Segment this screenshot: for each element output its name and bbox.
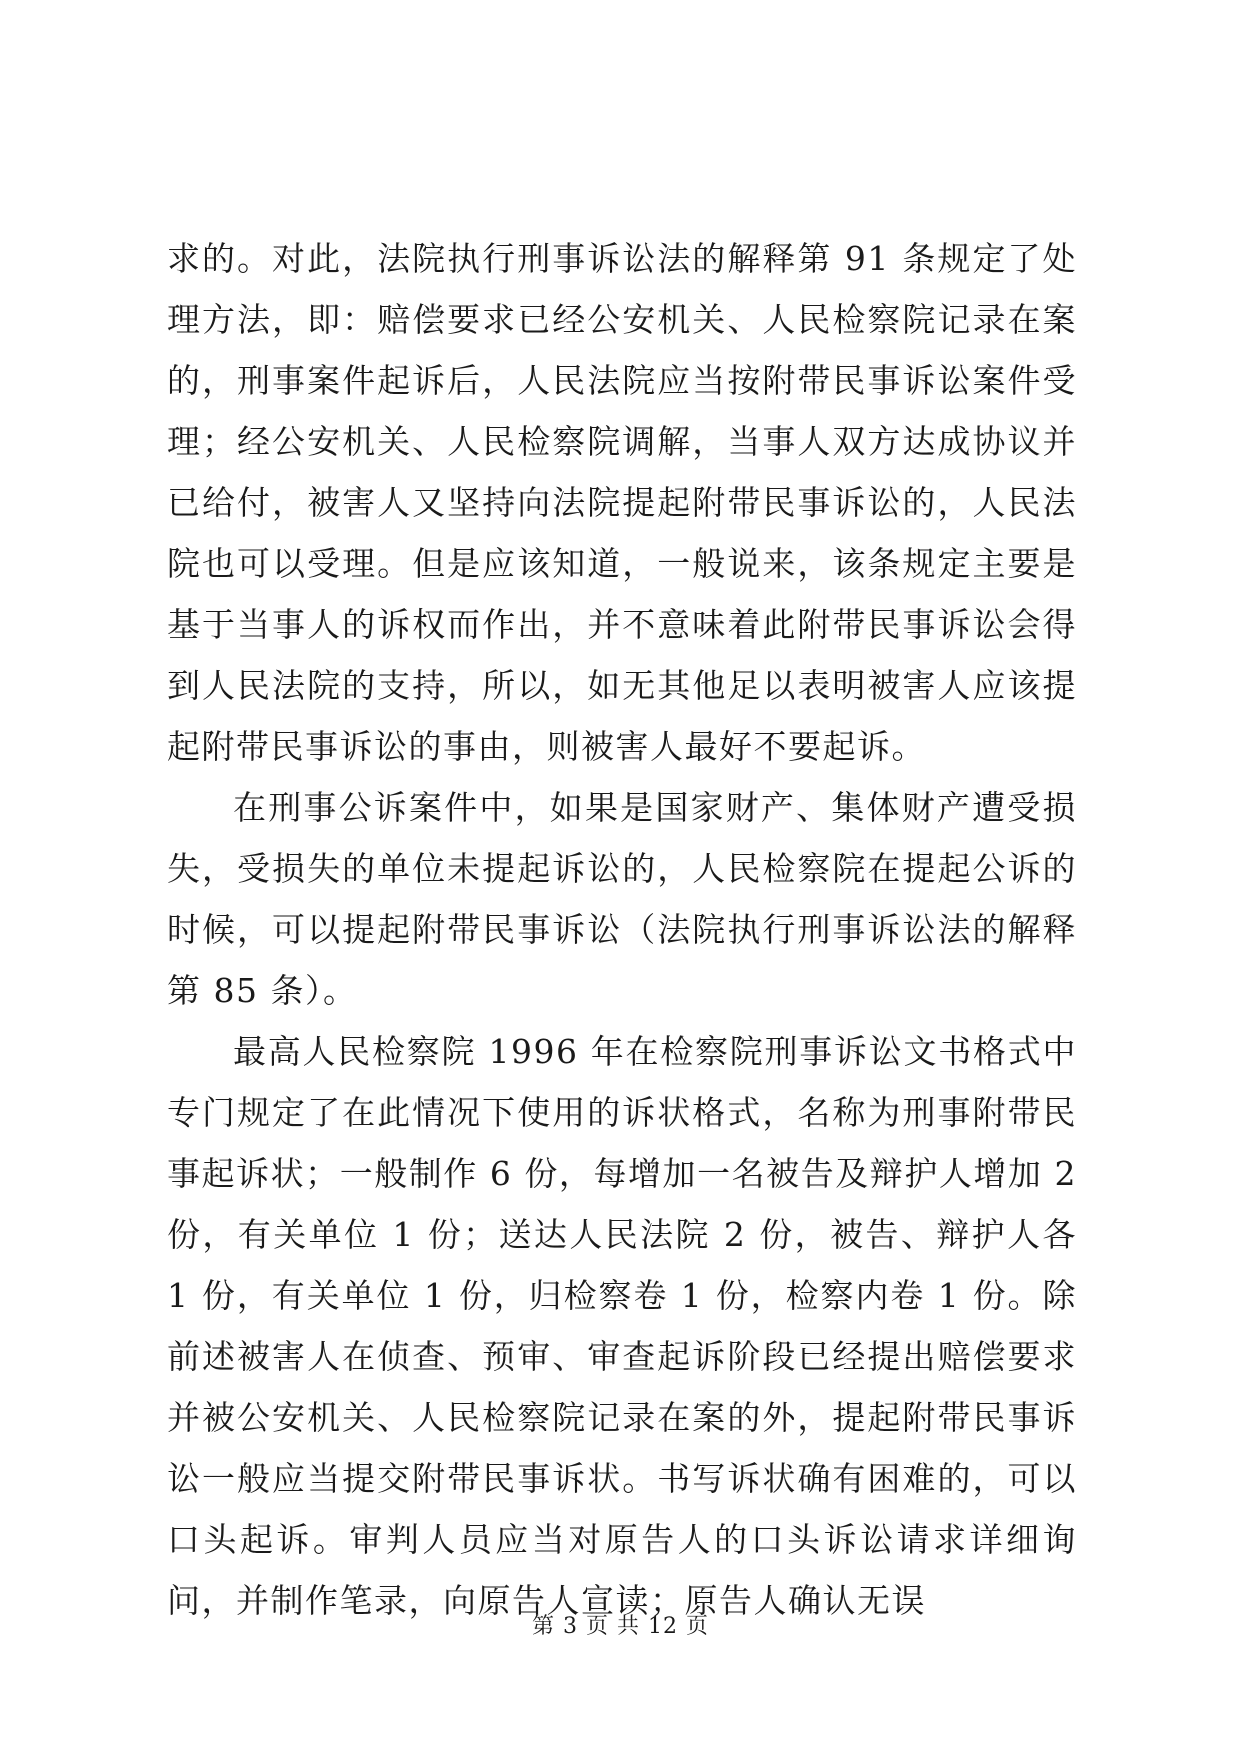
paragraph-3: 最高人民检察院 1996 年在检察院刑事诉讼文书格式中专门规定了在此情况下使用的诉状格式，名称为刑事附带民事起诉状；一般制作 6 份，每增加一名被告及辩护人增加 2 份，有关单位 1 份；送达人民法院 2 份，被告、辩护人各 1 份，有关单位 1 份，归检察卷 1 份，检察内卷 1 份。除前述被害人在侦查、预审、审查起诉阶段已经提出赔偿要求并被公安机关、人民检察院记录在案的外，提起附带民事诉讼一般应当提交附带民事诉状。书写诉状确有困难的，可以口头起诉。审判人员应当对原告人的口头诉讼请求详细询问，并制作笔录，向原告人宣读；原告人确认无误 <box>167 1032 1077 1620</box>
page-number-footer: 第 3 页 共 12 页 <box>532 1614 709 1639</box>
paragraph-1: 求的。对此，法院执行刑事诉讼法的解释第 91 条规定了处理方法，即：赔偿要求已经公安机关、人民检察院记录在案的，刑事案件起诉后，人民法院应当按附带民事诉讼案件受理；经公安机关、人民检察院调解，当事人双方达成协议并已给付，被害人又坚持向法院提起附带民事诉讼的，人民法院也可以受理。但是应该知道，一般说来，该条规定主要是基于当事人的诉权而作出，并不意味着此附带民事诉讼会得到人民法院的支持，所以，如无其他足以表明被害人应该提起附带民事诉讼的事由，则被害人最好不要起诉。 <box>167 239 1077 766</box>
body-text <box>167 228 1077 1631</box>
paragraph-2: 在刑事公诉案件中，如果是国家财产、集体财产遭受损失，受损失的单位未提起诉讼的，人民检察院在提起公诉的时候，可以提起附带民事诉讼（法院执行刑事诉讼法的解释第 85 条）。 <box>167 788 1077 1010</box>
